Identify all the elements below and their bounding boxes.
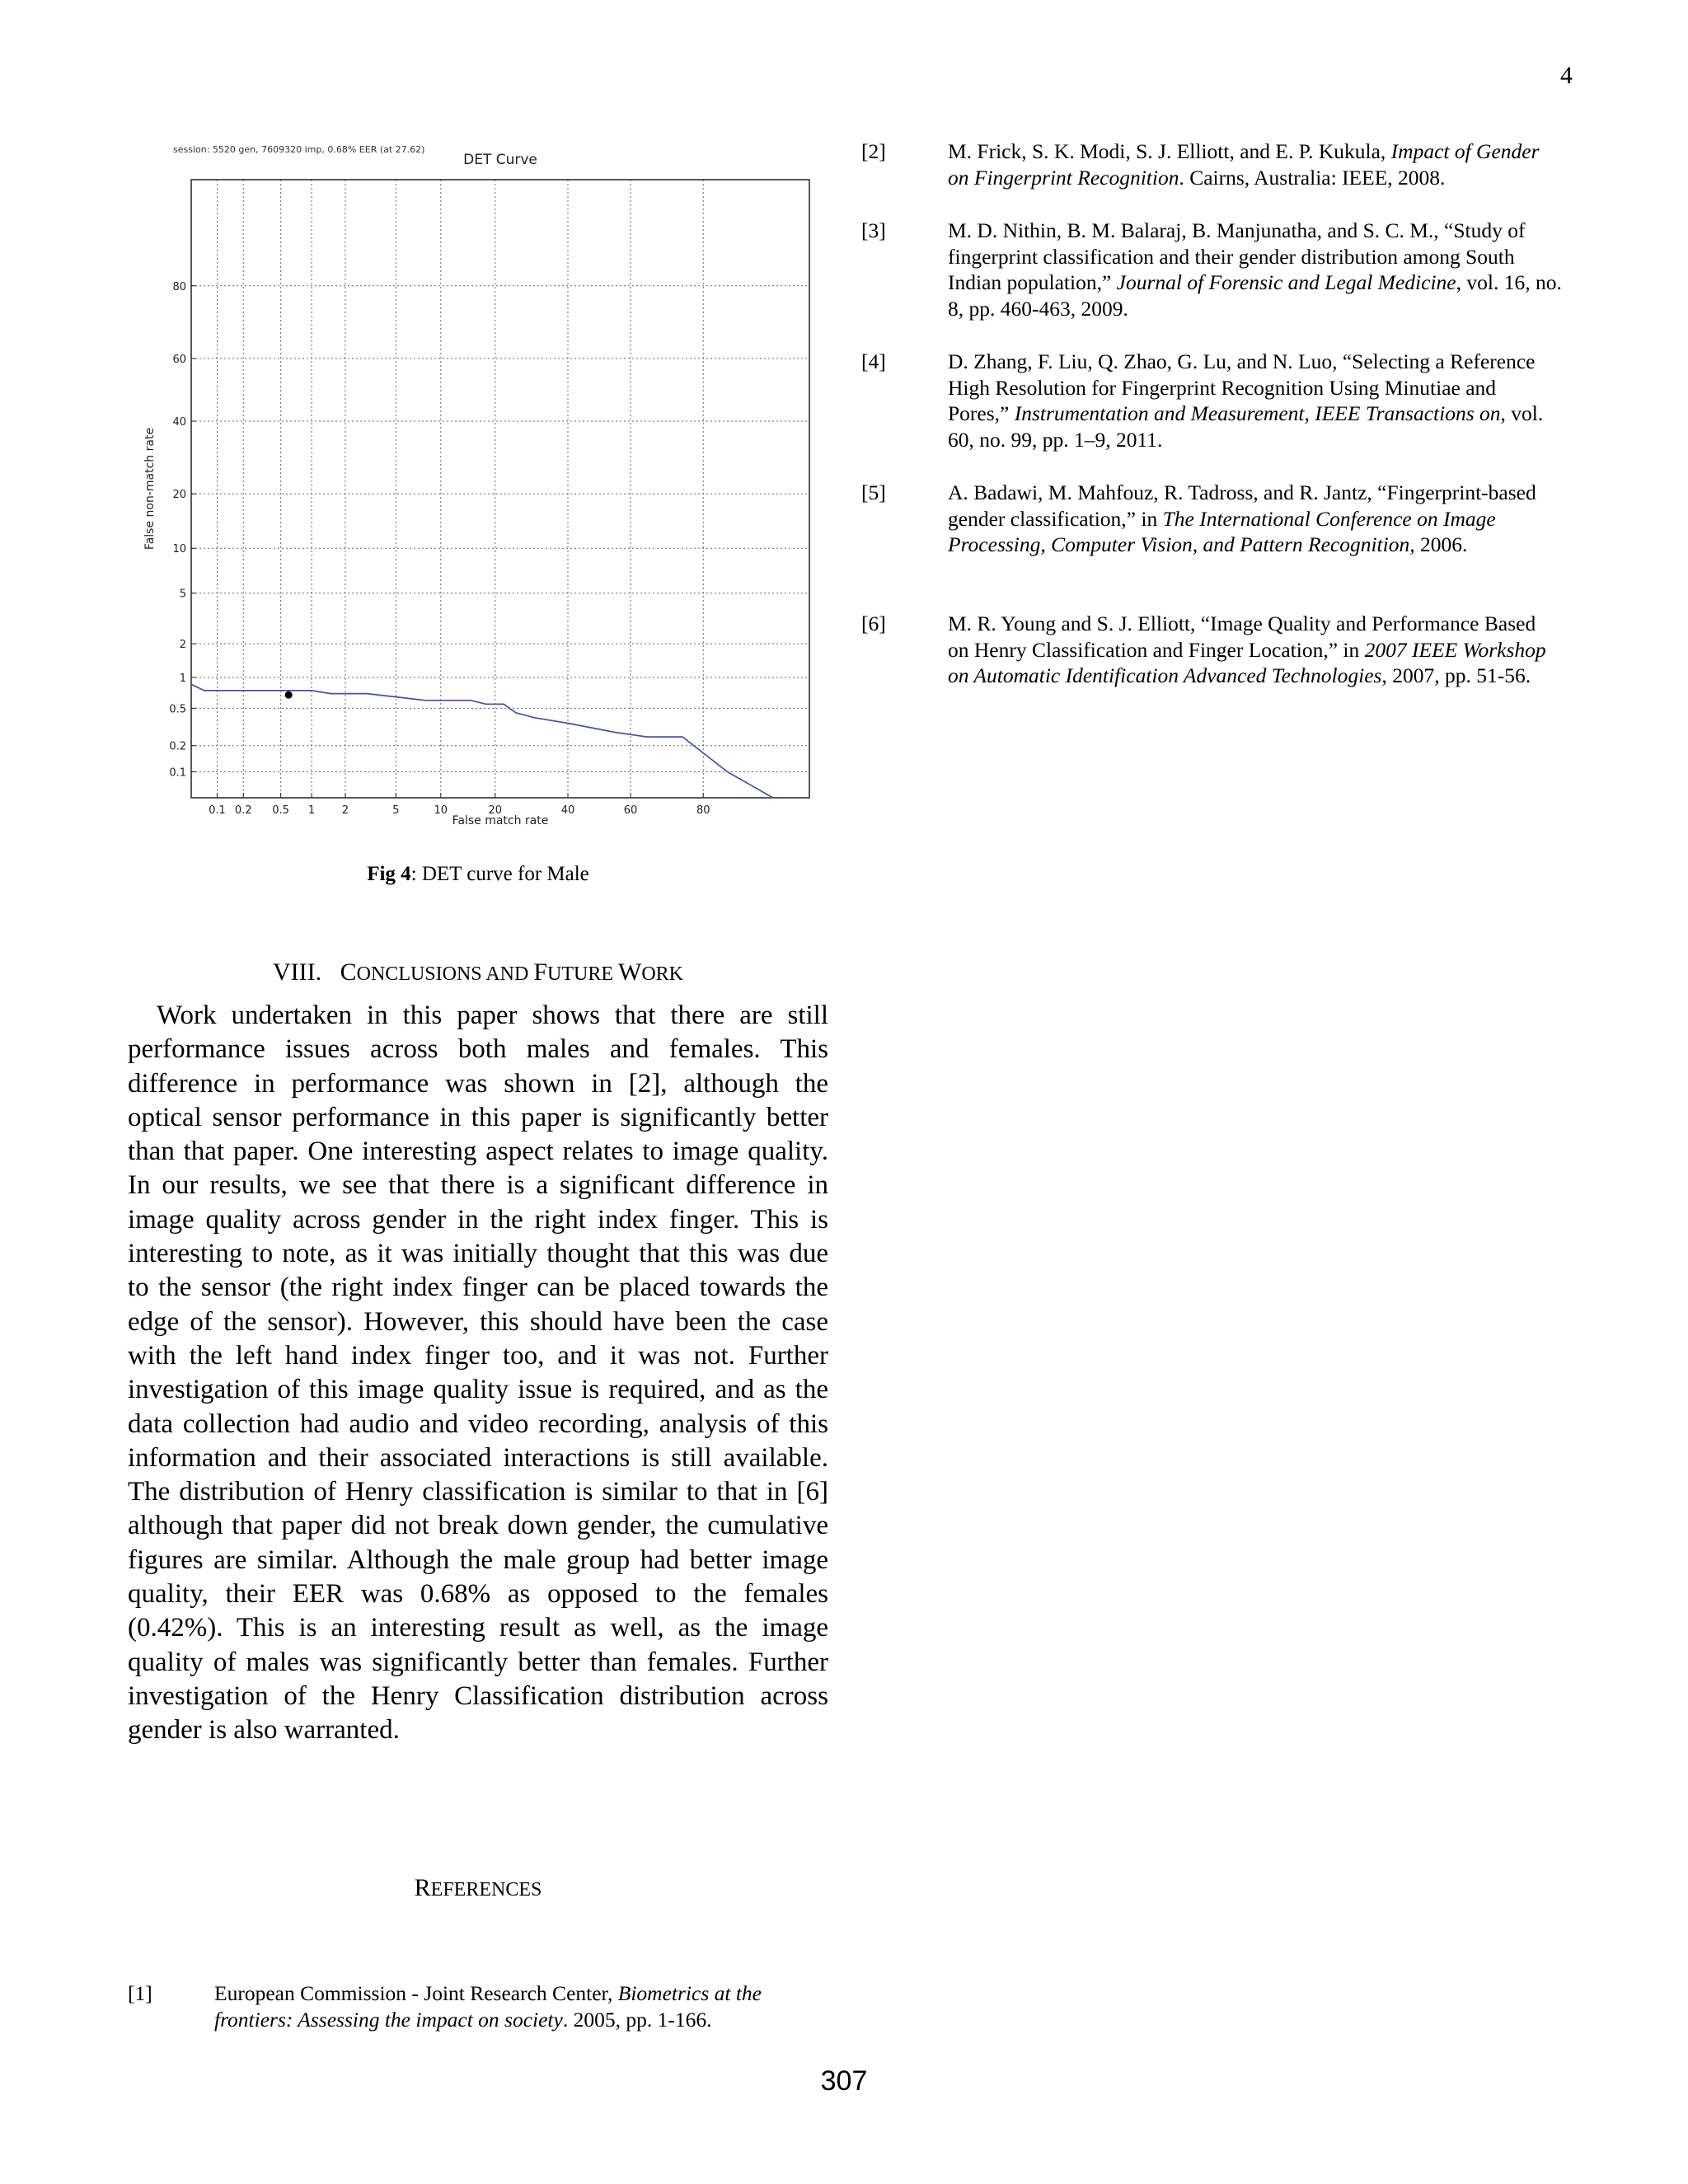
x-tick-label: 40 [560,804,575,817]
section-title-part: W [618,958,642,986]
det-curve-chart [140,138,824,839]
reference-number: [5] [861,480,886,504]
reference-number: [3] [861,218,886,242]
x-tick-label: 2 [341,804,349,817]
x-tick-label: 20 [488,804,503,817]
section-title-part: F [533,958,548,986]
section-title-part: ONCLUSIONS AND [356,963,534,985]
reference-number: [1] [128,1981,152,2005]
y-tick-label: 0.5 [169,703,186,716]
y-tick-label: 40 [172,416,186,429]
section-title-part: C [340,958,357,986]
page-number-bottom: 307 [820,2065,868,2097]
x-tick-label: 0.5 [272,804,289,817]
reference-text: M. D. Nithin, B. M. Balaraj, B. Manjunatha, and S. C. M., “Study of fingerprint classification and their gender distribution among South Indian population,” Journal of Forensic and Legal Medicine, vol. 16, no. 8, pp. 460-463, 2009. [948,218,1562,321]
figure-caption-label: Fig 4 [367,863,411,885]
y-tick-label: 60 [172,353,186,366]
y-tick-label: 80 [172,280,186,293]
reference-text: D. Zhang, F. Liu, Q. Zhao, G. Lu, and N. Luo, “Selecting a Reference High Resolution for Fingerprint Recognition Using Minutiae and Pores,” Instrumentation and Measurement, IEEE Transactions on, vol. 60, no. 99, pp. 1–9, 2011. [948,349,1544,452]
chart-title: DET Curve [463,152,537,168]
reference-text: M. Frick, S. K. Modi, S. J. Elliott, and E. P. Kukula, Impact of Gender on Fingerprint Recognition. Cairns, Australia: IEEE, 2008. [948,139,1540,190]
x-tick-label: 60 [623,804,638,817]
eer-marker [285,691,293,699]
det-curve-svg [140,138,824,839]
figure-caption-text: : DET curve for Male [410,863,589,885]
y-axis-label: False non-match rate [143,427,157,551]
x-axis-label: False match rate [452,814,549,827]
figure-caption [140,863,816,886]
section-title-part: ORK [641,963,684,985]
det-series-line [191,685,773,798]
section-heading [128,958,828,987]
y-tick-label: 0.1 [169,766,186,780]
plot-frame [191,180,809,798]
page-number-top: 4 [1560,62,1573,89]
section-number: VIII. [272,958,322,986]
reference-number: [2] [861,139,886,163]
reference-text: European Commission - Joint Research Center, Biometrics at the frontiers: Assessing the impact on society. 2005, pp. 1-166. [214,1981,762,2032]
conclusions-paragraph: Work undertaken in this paper shows that there are still performance issues across both males and females. This difference in performance was shown in [2], although the optical sensor performance in this paper is significantly better than that paper. One interesting aspect relates to image quality. In our results, we see that there is a significant difference in image quality across gender in the right index finger. This is interesting to note, as it was initially thought that this was due to the sensor (the right index finger can be placed towards the edge of the sensor). However, this should have been the case with the left hand index finger too, and it was not. Further investigation of this image quality issue is required, and as the data collection had audio and video recording, analysis of this information and their associated interactions is still available. The distribution of Henry classification is similar to that in [6] although that paper did not break down gender, the cumulative figures are similar. Although the male group had better image quality, their EER was 0.68% as opposed to the females (0.42%). This is an interesting result as well, as the image quality of males was significantly better than females. Further investigation of the Henry Classification distribution across gender is also warranted. [128,1001,828,1746]
reference-number: [6] [861,612,886,635]
x-tick-label: 0.2 [234,804,252,817]
reference-text: A. Badawi, M. Mahfouz, R. Tadross, and R. Jantz, “Fingerprint-based gender classification,” in The International Conference on Image Processing, Computer Vision, and Pattern Recognition, 2006. [948,480,1536,557]
reference-text: M. R. Young and S. J. Elliott, “Image Quality and Performance Based on Henry Classification and Finger Location,” in 2007 IEEE Workshop on Automatic Identification Advanced Technologies, 2007, pp. 51-56. [948,612,1546,688]
y-tick-label: 1 [179,672,186,685]
reference-number: [4] [861,349,886,373]
x-tick-label: 1 [307,804,316,817]
x-tick-label: 10 [434,804,448,817]
chart-subtitle: session: 5520 gen, 7609320 imp, 0.68% EER (at 27.62) [173,144,425,155]
references-heading: REFERENCES [414,1874,542,1901]
x-tick-label: 5 [392,804,400,817]
y-tick-label: 2 [179,639,186,652]
y-tick-label: 0.2 [169,740,186,753]
x-tick-label: 0.1 [209,804,226,817]
axis-ticks [169,281,710,817]
y-tick-label: 5 [179,588,186,601]
y-tick-label: 10 [172,543,186,556]
x-tick-label: 80 [696,804,710,817]
chart-grid [191,180,809,798]
y-tick-label: 20 [172,489,186,502]
section-title-part: UTURE [547,963,619,985]
